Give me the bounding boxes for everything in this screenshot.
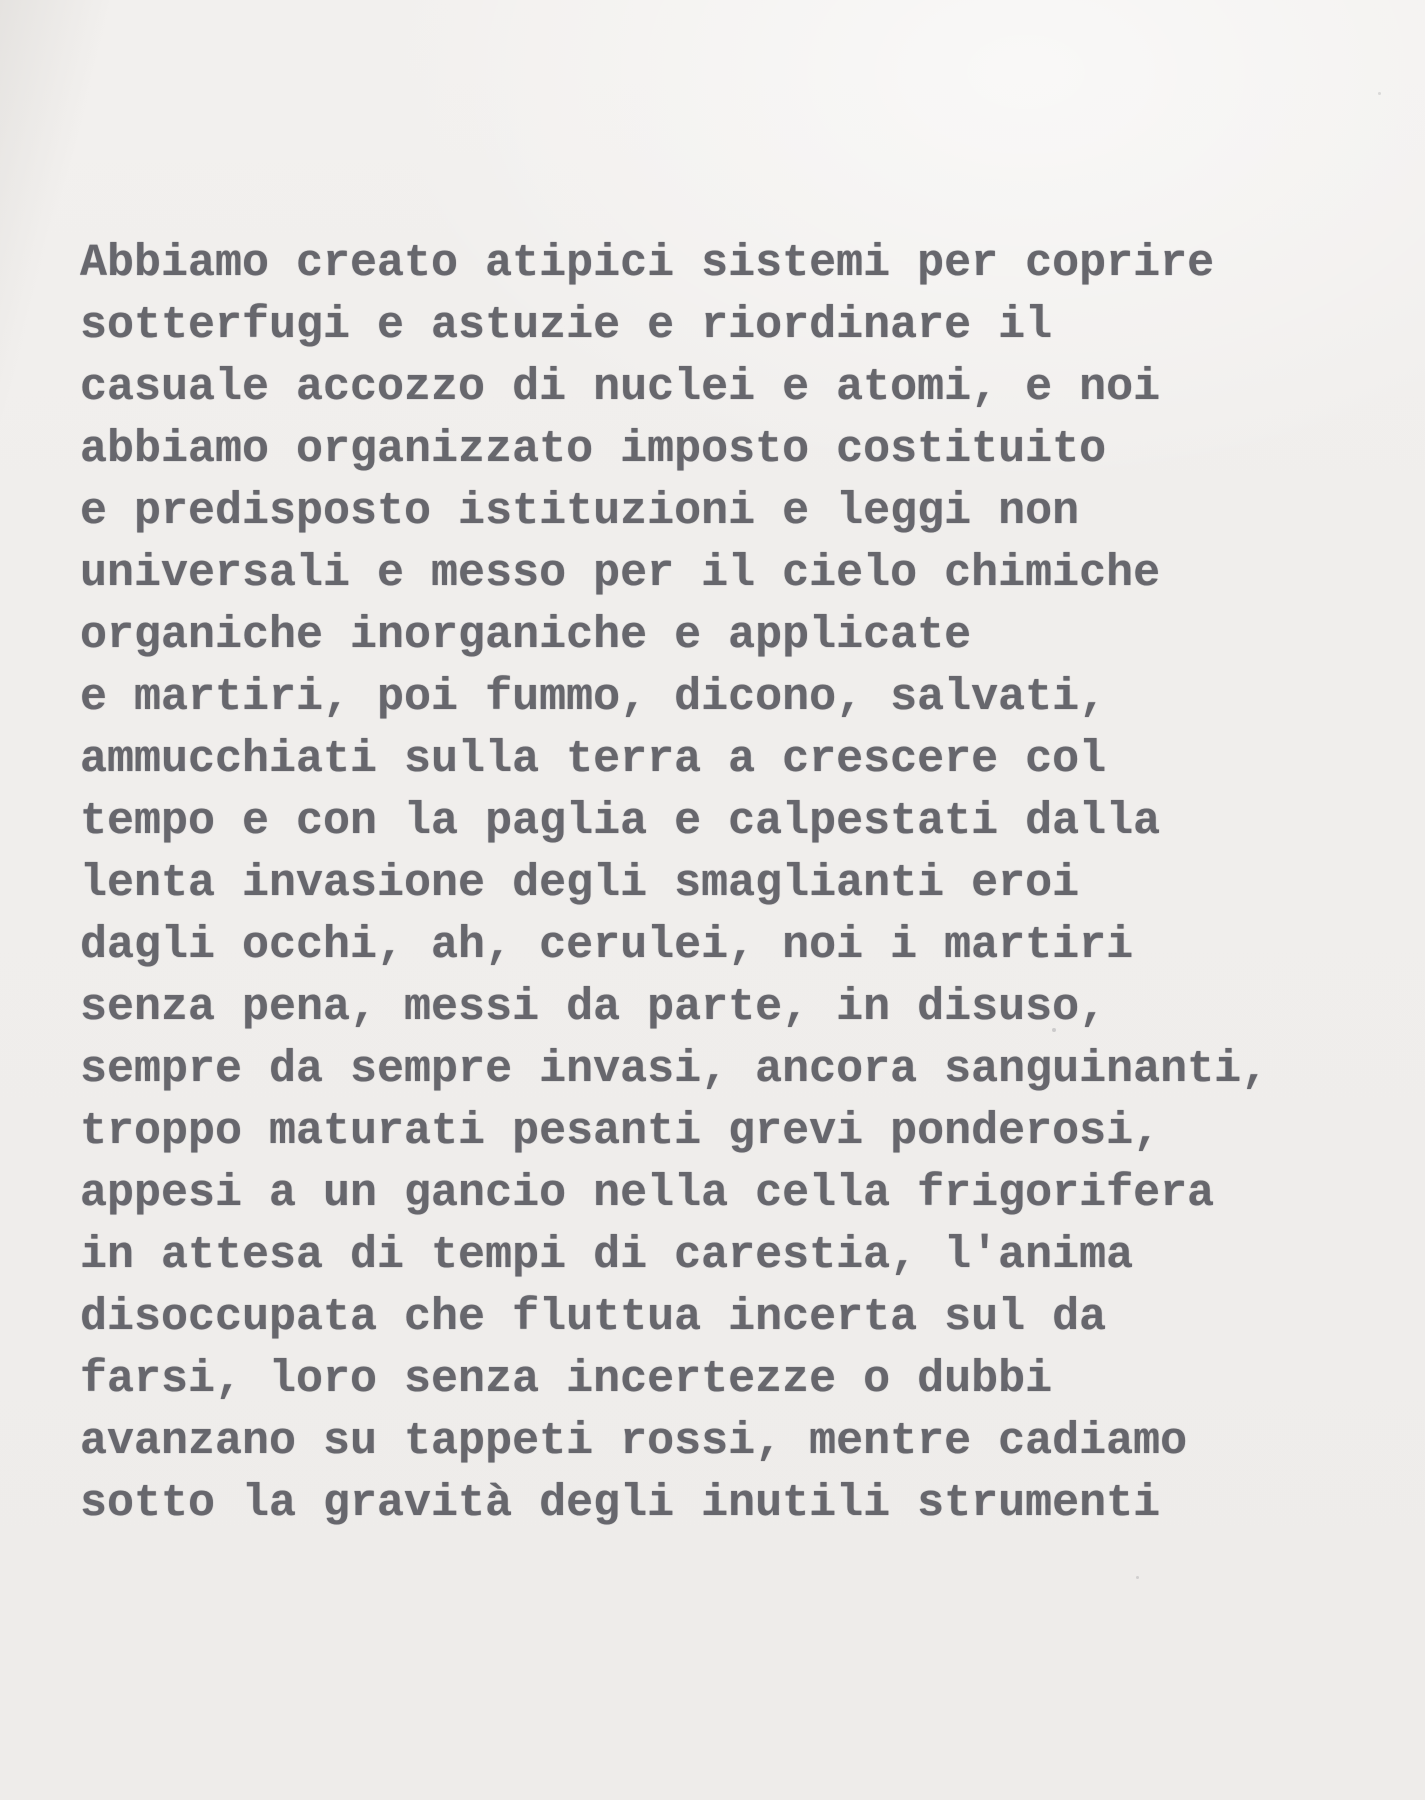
poem-line: sotterfugi e astuzie e riordinare il — [80, 300, 1053, 351]
typewritten-poem — [80, 233, 1268, 1535]
poem-line: casuale accozzo di nuclei e atomi, e noi — [80, 362, 1161, 413]
poem-line: troppo maturati pesanti grevi ponderosi, — [80, 1106, 1161, 1157]
poem-line: appesi a un gancio nella cella frigorifera — [80, 1168, 1215, 1219]
poem-line: farsi, loro senza incertezze o dubbi — [80, 1354, 1053, 1405]
paper-speck — [1052, 1028, 1056, 1032]
poem-line: sotto la gravità degli inutili strumenti — [80, 1478, 1161, 1529]
paper-speck — [1378, 92, 1381, 95]
poem-line: e predisposto istituzioni e leggi non — [80, 486, 1080, 537]
poem-line: tempo e con la paglia e calpestati dalla — [80, 796, 1161, 847]
poem-line: abbiamo organizzato imposto costituito — [80, 424, 1107, 475]
poem-line: avanzano su tappeti rossi, mentre cadiamo — [80, 1416, 1188, 1467]
poem-line: Abbiamo creato atipici sistemi per coprire — [80, 238, 1215, 289]
poem-line: disoccupata che fluttua incerta sul da — [80, 1292, 1107, 1343]
poem-line: senza pena, messi da parte, in disuso, — [80, 982, 1107, 1033]
paper-speck — [1136, 1576, 1139, 1579]
poem-line: lenta invasione degli smaglianti eroi — [80, 858, 1080, 909]
poem-line: universali e messo per il cielo chimiche — [80, 548, 1161, 599]
poem-line: dagli occhi, ah, cerulei, noi i martiri — [80, 920, 1134, 971]
poem-line: e martiri, poi fummo, dicono, salvati, — [80, 672, 1107, 723]
poem-line: organiche inorganiche e applicate — [80, 610, 972, 661]
poem-line: sempre da sempre invasi, ancora sanguinanti, — [80, 1044, 1269, 1095]
poem-line: ammucchiati sulla terra a crescere col — [80, 734, 1107, 785]
poem-line: in attesa di tempi di carestia, l'anima — [80, 1230, 1134, 1281]
